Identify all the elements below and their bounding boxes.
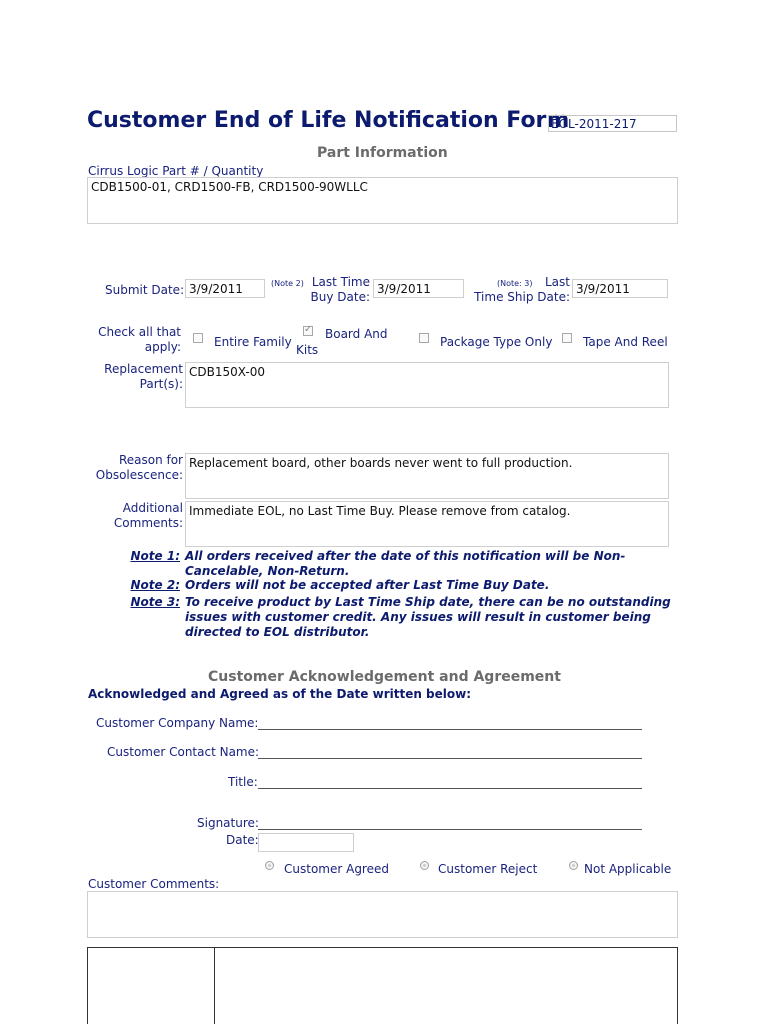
comments-label: Additional Comments:	[113, 501, 183, 530]
customer-agreed-label: Customer Agreed	[284, 862, 389, 876]
package-type-checkbox[interactable]	[419, 333, 429, 343]
reason-field[interactable]: Replacement board, other boards never went to full production.	[185, 453, 669, 499]
last-time-buy-label: Last Time Buy Date:	[310, 275, 370, 304]
bottom-table-right-rule	[677, 947, 678, 1024]
date-input[interactable]	[258, 833, 354, 852]
comments-field[interactable]: Immediate EOL, no Last Time Buy. Please remove from catalog.	[185, 501, 669, 547]
note-2-text: Orders will not be accepted after Last Time Buy Date.	[185, 578, 550, 592]
submit-date-label: Submit Date:	[105, 283, 185, 297]
bottom-table-divider	[214, 947, 215, 1024]
contact-name-input[interactable]	[258, 758, 642, 759]
note-3-text: To receive product by Last Time Ship date, there can be no outstanding issues with customer credit. Any issues will result in customer being directed to EOL distributor.	[185, 595, 671, 639]
bottom-table-top-rule	[87, 947, 678, 948]
form-title: Customer End of Life Notification Form	[87, 108, 570, 133]
acknowledgement-subheading: Acknowledged and Agreed as of the Date written below:	[88, 687, 472, 701]
board-and-kits-label-2: Kits	[296, 343, 319, 357]
date-label: Date:	[226, 833, 259, 847]
ltb-note-ref: (Note 2)	[271, 279, 304, 288]
part-information-heading: Part Information	[317, 145, 448, 161]
note-1-label: Note 1:	[130, 549, 180, 563]
submit-date-field[interactable]: 3/9/2011	[185, 279, 265, 298]
board-and-kits-label-1: Board And	[325, 327, 388, 341]
package-type-label: Package Type Only	[440, 335, 553, 349]
replacement-field[interactable]: CDB150X-00	[185, 362, 669, 408]
entire-family-checkbox[interactable]	[193, 333, 203, 343]
customer-comments-label: Customer Comments:	[88, 877, 220, 891]
signature-input[interactable]	[258, 829, 642, 830]
eol-number-field[interactable]: EOL-2011-217	[548, 115, 677, 132]
check-all-label: Check all that apply:	[98, 325, 181, 354]
last-time-ship-field[interactable]: 3/9/2011	[572, 279, 668, 298]
signature-label: Signature:	[197, 816, 259, 830]
bottom-table-left-rule	[87, 947, 88, 1024]
tape-and-reel-label: Tape And Reel	[583, 335, 668, 349]
note-3-label: Note 3:	[130, 595, 180, 609]
contact-name-label: Customer Contact Name:	[107, 745, 260, 759]
note-1-text: All orders received after the date of this notification will be Non- Cancelable, Non-Return.	[185, 549, 626, 578]
title-label: Title:	[228, 775, 258, 789]
part-quantity-label: Cirrus Logic Part # / Quantity	[88, 164, 264, 178]
lts-note-ref: (Note: 3)	[497, 279, 533, 288]
replacement-label: Replacement Part(s):	[104, 362, 183, 391]
company-name-label: Customer Company Name:	[96, 716, 259, 730]
last-time-buy-field[interactable]: 3/9/2011	[373, 279, 464, 298]
board-and-kits-checkbox[interactable]	[303, 326, 313, 336]
company-name-input[interactable]	[258, 729, 642, 730]
customer-agreed-radio[interactable]	[265, 861, 274, 870]
reason-label: Reason for Obsolescence:	[95, 453, 183, 482]
part-quantity-field[interactable]: CDB1500-01, CRD1500-FB, CRD1500-90WLLC	[87, 177, 678, 224]
entire-family-label: Entire Family	[214, 335, 292, 349]
tape-and-reel-checkbox[interactable]	[562, 333, 572, 343]
title-input[interactable]	[258, 788, 642, 789]
not-applicable-label: Not Applicable	[584, 862, 672, 876]
customer-reject-radio[interactable]	[420, 861, 429, 870]
customer-comments-field[interactable]	[87, 891, 678, 938]
not-applicable-radio[interactable]	[569, 861, 578, 870]
acknowledgement-heading: Customer Acknowledgement and Agreement	[208, 669, 561, 685]
last-time-ship-label: Last Time Ship Date:	[474, 275, 570, 304]
customer-reject-label: Customer Reject	[438, 862, 538, 876]
note-2-label: Note 2:	[130, 578, 180, 592]
